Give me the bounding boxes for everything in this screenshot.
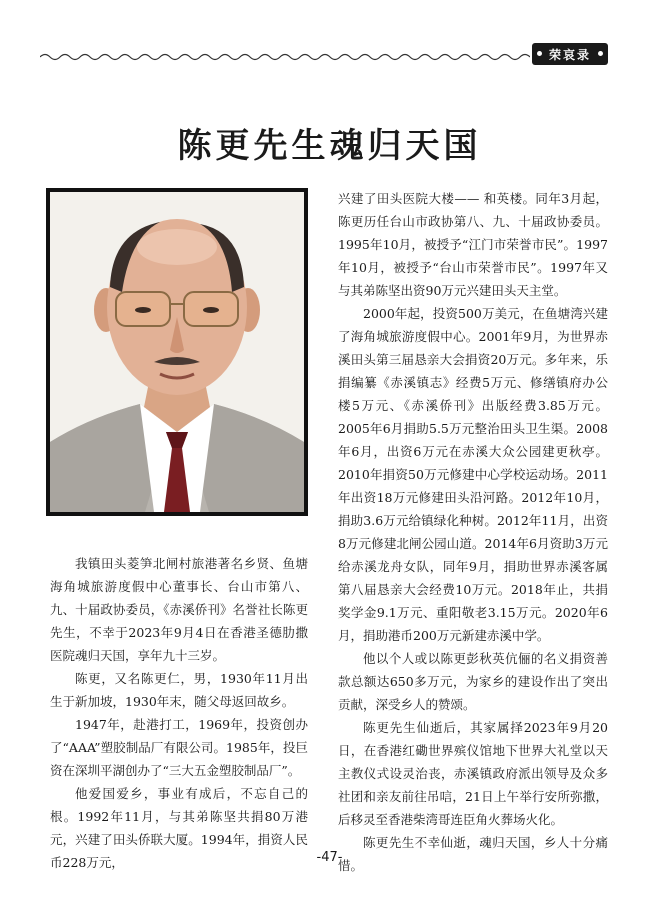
paragraph: 我镇田头菱笋北闸村旅港著名乡贤、鱼塘海角城旅游度假中心董事长、台山市第八、九、十届政协委员，《赤溪侨刊》名誉社长陈更先生，不幸于2023年9月4日在香港圣德肋撒医院魂归天国，享年九十三岁。 (50, 556, 308, 663)
section-tag (532, 43, 608, 65)
article-body-right (338, 187, 608, 877)
portrait-photo (46, 188, 308, 516)
paragraph: 1947年，赴港打工，1969年，投资创办了“AAA”塑胶制品厂有限公司。1985年，投巨资在深圳平湖创办了“三大五金塑胶制品厂”。 (50, 717, 308, 778)
article-body-left (50, 552, 308, 874)
paragraph: 他以个人或以陈更彭秋英伉俪的名义捐资善款总额达650多万元，为家乡的建设作出了突出贡献，深受乡人的赞颂。 (338, 651, 608, 712)
paragraph: 兴建了田头医院大楼—— 和英楼。同年3月起，陈更历任台山市政协第八、九、十届政协委员。1995年10月，被授予“江门市荣誉市民”。1997年10月，被授予“台山市荣誉市民”。1997年又与其弟陈坚出资90万元兴建田头天主堂。 (338, 191, 608, 298)
paragraph: 他爱国爱乡，事业有成后，不忘自己的根。1992年11月，与其弟陈坚共捐80万港元，兴建了田头侨联大厦。1994年，捐资人民币228万元， (50, 786, 308, 870)
paragraph: 2000年起，投资500万美元，在鱼塘湾兴建了海角城旅游度假中心。2001年9月，为世界赤溪田头第三届恳亲大会捐资20万元。多年来，乐捐编纂《赤溪镇志》经费5万元、修缮镇府办公楼5万元、《赤溪侨刊》出版经费3.85万元。2005年6月捐助5.5万元整治田头卫生渠。2008年6月，出资6万元在赤溪大众公园建更秋亭。2010年捐资50万元修建中心学校运动场。2011年出资18万元修建田头沿河路。2012年10月，捐助3.6万元给镇绿化种树。2012年11月，出资8万元修建北闸公园山道。2014年6月资助3万元给赤溪龙舟女队，同年9月，捐助世界赤溪客属第八届恳亲大会经费10万元。2018年止，共捐奖学金9.1万元、重阳敬老3.15万元。2020年6月，捐助港币200万元新建赤溪中学。 (338, 306, 608, 643)
paragraph: 陈更先生仙逝后，其家属择2023年9月20日，在香港红磡世界殡仪馆地下世界大礼堂以天主教仪式设灵治丧，赤溪镇政府派出领导及众多社团和亲友前往吊唁，21日上午举行安所弥撒，后移灵至香港柴湾哥连臣角火葬场火化。 (338, 720, 608, 827)
portrait-image (50, 192, 304, 512)
section-tag-label: 荣哀录 (548, 47, 591, 62)
header-wavy-rule (40, 52, 530, 62)
page-number: -47- (316, 850, 343, 865)
paragraph: 陈更先生不幸仙逝，魂归天国，乡人十分痛惜。 (338, 835, 608, 873)
article-title: 陈更先生魂归天国 (177, 126, 482, 166)
paragraph: 陈更，又名陈更仁，男，1930年11月出生于新加坡，1930年末，随父母返回故乡。 (50, 671, 308, 709)
